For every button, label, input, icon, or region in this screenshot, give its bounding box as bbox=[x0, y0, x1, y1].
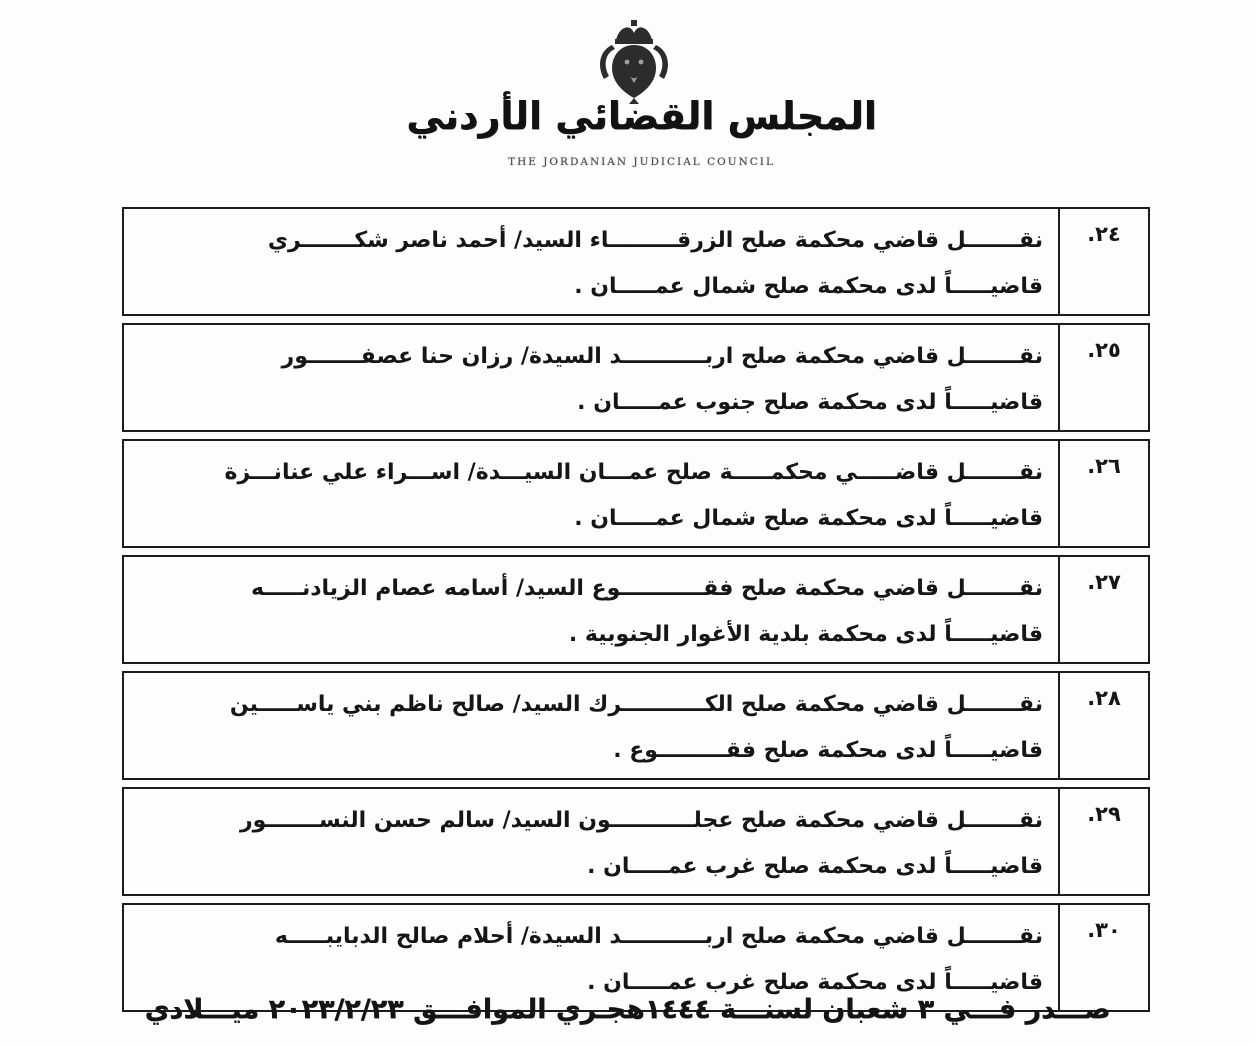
transfer-line-2: قاضيـــــاً لدى محكمة صلح شمال عمـــــان . bbox=[574, 274, 1043, 299]
row-number: ٣٠. bbox=[1058, 905, 1148, 1010]
row-number: ٢٦. bbox=[1058, 441, 1148, 546]
row-text bbox=[124, 209, 1055, 314]
transfer-line-1: نقـــــــل قاضي محكمة صلح اربـــــــــــد السيدة/ أحلام صالح الدبايبـــــه bbox=[274, 924, 1043, 949]
transfer-line-1: نقـــــــل قاضي محكمة صلح عجلـــــــــــون السيد/ سالم حسن النســـــــور bbox=[239, 808, 1043, 833]
transfer-line-2: قاضيـــــاً لدى محكمة بلدية الأغوار الجنوبية . bbox=[568, 622, 1043, 647]
table-row-29 bbox=[122, 787, 1150, 896]
transfer-line-1: نقـــــــل قاضي محكمة صلح اربـــــــــــد السيدة/ رزان حنا عصفـــــــور bbox=[281, 344, 1043, 369]
transfer-line-2: قاضيـــــاً لدى محكمة صلح شمال عمـــــان . bbox=[574, 506, 1043, 531]
row-text bbox=[124, 673, 1055, 778]
row-number: ٢٨. bbox=[1058, 673, 1148, 778]
row-number: ٢٤. bbox=[1058, 209, 1148, 314]
table-row-27 bbox=[122, 555, 1150, 664]
transfer-line-2: قاضيـــــاً لدى محكمة صلح غرب عمـــــان . bbox=[587, 970, 1043, 995]
row-text bbox=[124, 557, 1055, 662]
transfer-line-1: نقـــــــل قاضـــــي محكمـــــة صلح عمـــان السيـــدة/ اســـراء علي عنانـــزة bbox=[224, 460, 1043, 485]
issued-date-line: صـــدر فـــي ٣ شعبان لسنـــة ١٤٤٤هجـري الموافـــق ٢٠٢٣/٢/٢٣ ميـــلادي bbox=[144, 994, 1111, 1025]
row-text bbox=[124, 441, 1055, 546]
row-text bbox=[124, 325, 1055, 430]
row-number: ٢٩. bbox=[1058, 789, 1148, 894]
table-row-26 bbox=[122, 439, 1150, 548]
row-number: ٢٧. bbox=[1058, 557, 1148, 662]
table-row-24 bbox=[122, 207, 1150, 316]
judge-transfers-table bbox=[122, 207, 1150, 1019]
transfer-line-2: قاضيـــــاً لدى محكمة صلح جنوب عمـــــان . bbox=[577, 390, 1043, 415]
row-number: ٢٥. bbox=[1058, 325, 1148, 430]
transfer-line-1: نقـــــــل قاضي محكمة صلح الكـــــــــــرك السيد/ صالح ناظم بني ياســـــين bbox=[229, 692, 1043, 717]
transfer-line-2: قاضيـــــاً لدى محكمة صلح فقـــــــــوع . bbox=[613, 738, 1043, 763]
table-row-28 bbox=[122, 671, 1150, 780]
council-title-calligraphy: المجلس القضائي الأردني bbox=[406, 94, 877, 138]
row-text bbox=[124, 789, 1055, 894]
jordan-coat-of-arms-icon bbox=[586, 20, 682, 104]
transfer-line-1: نقـــــــل قاضي محكمة صلح فقـــــــــــوع السيد/ أسامه عصام الزيادنـــــه bbox=[251, 576, 1043, 601]
transfer-line-1: نقـــــــل قاضي محكمة صلح الزرقـــــــــاء السيد/ أحمد ناصر شكـــــــري bbox=[267, 228, 1043, 253]
table-row-25 bbox=[122, 323, 1150, 432]
transfer-line-2: قاضيـــــاً لدى محكمة صلح غرب عمـــــان . bbox=[587, 854, 1043, 879]
council-subtitle-english: THE JORDANIAN JUDICIAL COUNCIL bbox=[508, 156, 775, 168]
